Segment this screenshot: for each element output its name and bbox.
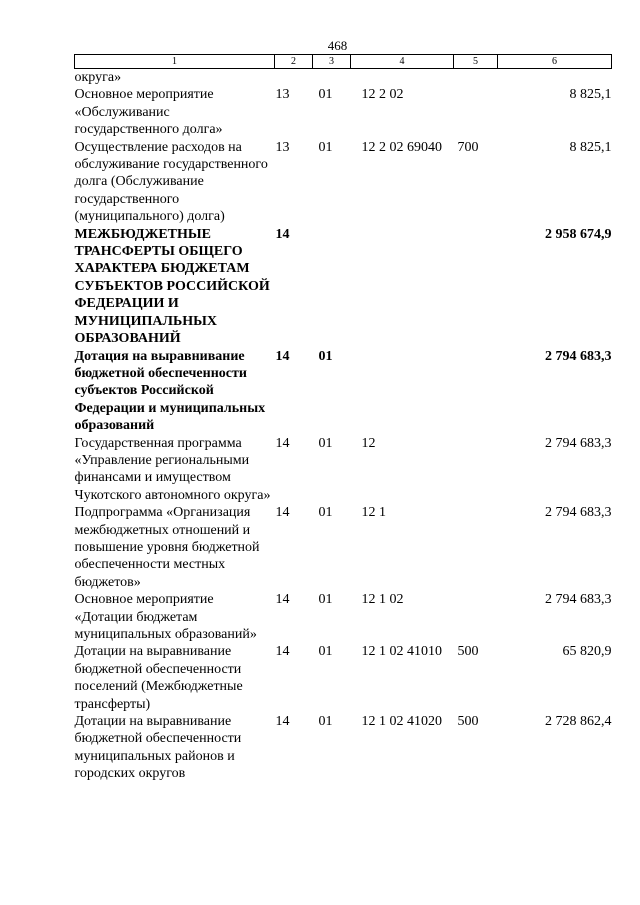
item-name: Дотации на выравнивание бюджетной обеспеченности муниципальных районов и городских округов: [74, 714, 242, 782]
budget-table: [74, 54, 612, 783]
amount-value: 2 728 862,4: [545, 714, 612, 730]
item-name: Дотация на выравнивание бюджетной обеспеченности субъектов Российской Федерации и муниципальных образований: [74, 348, 266, 434]
table-row: [75, 591, 612, 643]
amount-value: 2 794 683,3: [545, 435, 612, 451]
item-name: Основное мероприятие «Дотации бюджетам муниципальных образований»: [74, 592, 257, 642]
amount-value: 65 820,9: [562, 644, 612, 660]
amount-value: 8 825,1: [569, 87, 612, 103]
section-code: 14: [275, 714, 290, 730]
section-code: 14: [275, 348, 290, 364]
expense-type-code: [454, 348, 498, 435]
expense-type-code: [454, 86, 498, 138]
expense-type-code: [454, 591, 498, 643]
expense-type-code: 700: [457, 139, 479, 155]
section-code: 14: [275, 226, 290, 242]
target-article-code: 12 1: [361, 505, 386, 521]
table-header: [75, 55, 612, 69]
amount-value: 2 794 683,3: [545, 348, 612, 364]
table-row: [75, 226, 612, 348]
target-article-code: 12 1 02 41010: [361, 644, 442, 660]
column-header: 6: [498, 55, 612, 69]
target-article-code: [351, 348, 454, 435]
section-code: [275, 69, 313, 87]
target-article-code: 12 2 02 69040: [361, 139, 442, 155]
expense-type-code: 500: [457, 714, 479, 730]
table-row: [75, 86, 612, 138]
subsection-code: 01: [318, 644, 333, 660]
table-body: [75, 69, 612, 783]
subsection-code: 01: [318, 348, 333, 364]
table-row: [75, 435, 612, 505]
subsection-code: 01: [318, 139, 333, 155]
table-row: [75, 69, 612, 87]
subsection-code: 01: [318, 435, 333, 451]
header-row: [75, 55, 612, 69]
expense-type-code: [454, 504, 498, 591]
item-name: округа»: [74, 70, 122, 85]
section-code: 14: [275, 435, 290, 451]
item-name: Дотации на выравнивание бюджетной обеспеченности поселений (Межбюджетные трансферты): [74, 644, 243, 712]
target-article-code: 12 2 02: [361, 87, 404, 103]
target-article-code: 12 1 02 41020: [361, 714, 442, 730]
subsection-code: 01: [318, 592, 333, 608]
item-name: Подпрограмма «Организация межбюджетных отношений и повышение уровня бюджетной обеспеченности местных бюджетов»: [74, 505, 260, 590]
section-code: 14: [275, 505, 290, 521]
section-code: 14: [275, 592, 290, 608]
column-header: 2: [275, 55, 313, 69]
column-header: 1: [75, 55, 275, 69]
page-number: 468: [327, 38, 348, 53]
subsection-code: 01: [318, 505, 333, 521]
subsection-code: 01: [318, 87, 333, 103]
section-code: 14: [275, 644, 290, 660]
section-code: 13: [275, 87, 290, 103]
subsection-code: 01: [318, 714, 333, 730]
target-article-code: 12: [361, 435, 376, 451]
item-name: Осуществление расходов на обслуживание государственного долга (Обслуживание государственного (муниципального) долга): [74, 139, 268, 225]
target-article-code: [351, 69, 454, 87]
table-row: [75, 643, 612, 713]
expense-type-code: [454, 435, 498, 505]
target-article-code: [351, 226, 454, 348]
target-article-code: 12 1 02: [361, 592, 404, 608]
table-row: [75, 504, 612, 591]
table-row: [75, 348, 612, 435]
amount-value: 8 825,1: [569, 139, 612, 155]
item-name: МЕЖБЮДЖЕТНЫЕ ТРАНСФЕРТЫ ОБЩЕГО ХАРАКТЕРА БЮДЖЕТАМ СУБЪЕКТОВ РОССИЙСКОЙ ФЕДЕРАЦИИ И МУНИЦИПАЛЬНЫХ ОБРАЗОВАНИЙ: [74, 226, 270, 347]
amount-value: 2 794 683,3: [545, 592, 612, 608]
column-header: 5: [454, 55, 498, 69]
expense-type-code: 500: [457, 644, 479, 660]
amount-value: 2 958 674,9: [545, 226, 612, 242]
section-code: 13: [275, 139, 290, 155]
column-header: 3: [313, 55, 351, 69]
column-header: 4: [351, 55, 454, 69]
item-name: Государственная программа «Управление региональными финансами и имуществом Чукотского автономного округа»: [74, 435, 271, 503]
table-row: [75, 139, 612, 226]
subsection-code: [313, 69, 351, 87]
item-name: Основное мероприятие «Обслуживанис государственного долга»: [74, 87, 223, 138]
expense-type-code: [454, 226, 498, 348]
expense-type-code: [454, 69, 498, 87]
table-row: [75, 713, 612, 783]
amount-value: 2 794 683,3: [545, 505, 612, 521]
amount-value: [498, 69, 612, 87]
subsection-code: [313, 226, 351, 348]
